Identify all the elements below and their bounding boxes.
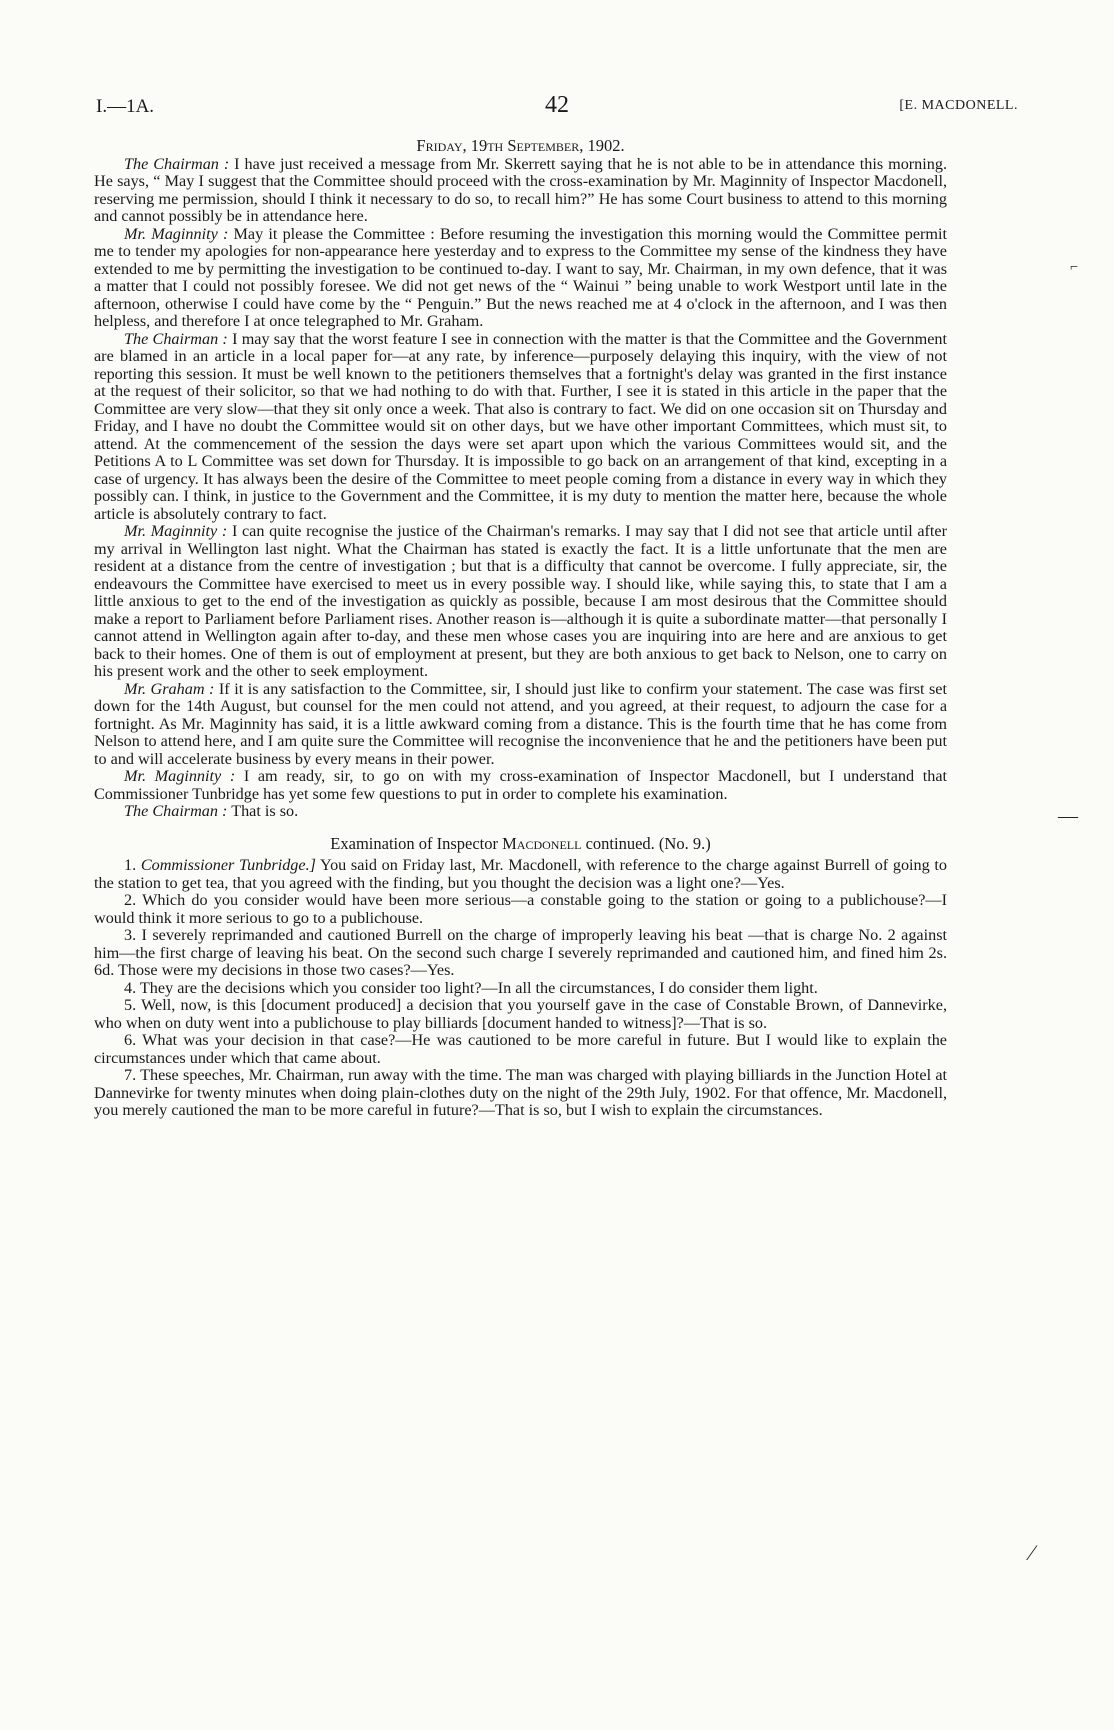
speaker-name: Mr. Maginnity :	[124, 224, 229, 243]
statement-paragraph	[94, 331, 947, 524]
question-text: What was your decision in that case?—He was cautioned to be more careful in future. But I would like to explain the circumstances under which that came about.	[94, 1031, 947, 1067]
question-number: 4.	[124, 978, 137, 997]
heading-prefix: Examination of Inspector	[330, 833, 498, 853]
statement-text: I have just received a message from Mr. Skerrett saying that he is not able to be in attendance this morning. He says, “ May I suggest that the Committee should proceed with the cross-examination by Mr. Maginnity of Inspector Macdonell, reserving me permission, should I think it necessary to do so, to recall him?” He has some Court business to attend to this morning and cannot possibly be in attendance here.	[94, 154, 948, 225]
statement-text: I may say that the worst feature I see in connection with the matter is that the Committee and the Government are blamed in an article in a local paper for—at any rate, by inference—purposely delaying this inquiry, with the view of not reporting this session. It must be well known to the petitioners themselves that a fortnight's delay was granted in the first instance at the request of their solicitor, so that we had nothing to do with that. Further, I see it is stated in this article in the paper that the Committee are very slow—that they sit only once a week. That also is contrary to fact. We did on one occasion sit on Thursday and Friday, and I have no doubt the Committee would sit on other days, but we have other important Committees, which must sit, to attend. At the commencement of the session the days were set apart upon which the various Committees would sit, and the Petitions A to L Committee was set down for Thursday. It is impossible to go back on an arrangement of that kind, excepting in a case of urgency. It has always been the desire of the Committee to meet people coming from a distance in every way in which they possibly can. I think, in justice to the Government and the Committee, it is my duty to mention the matter here, because the whole article is absolutely contrary to fact.	[94, 329, 948, 523]
statement-text: May it please the Committee : Before resuming the investigation this morning would the Committee permit me to tender my apologies for non-appearance here yesterday and to express to the Committee my sense of the kindness they have extended to me by permitting the investigation to be continued to-day. I want to say, Mr. Chairman, in my own defence, that it was a matter that I could not possibly foresee. We did not get news of the “ Wainui ” being unable to work Westport until late in the afternoon, otherwise I could have come by the “ Penguin.” But the news reached me at 4 o'clock in the afternoon, and I was then helpless, and therefore I at once telegraphed to Mr. Graham.	[94, 224, 948, 330]
statement-paragraph	[94, 523, 947, 681]
question-text: You said on Friday last, Mr. Macdonell, with reference to the charge against Burrell of going to the station to get tea, that you agreed with the finding, but you thought the decision was a light one?—Yes.	[94, 856, 947, 892]
witness-header: [E. MACDONELL.	[899, 98, 1018, 113]
margin-mark: ⌐	[1070, 260, 1078, 275]
minutes-body	[94, 137, 947, 1120]
question-paragraph	[94, 997, 947, 1032]
speaker-name: Mr. Maginnity :	[124, 767, 236, 785]
question-text: They are the decisions which you consider too light?—In all the circumstances, I do consider them light.	[139, 978, 818, 997]
speaker-name: Mr. Maginnity :	[124, 522, 228, 540]
speaker-name: The Chairman :	[124, 329, 228, 348]
statement-paragraph	[94, 681, 947, 769]
question-number: 2.	[124, 891, 137, 909]
question-text: Well, now, is this [document produced] a decision that you yourself gave in the case of Constable Brown, of Dannevirke, who when on duty went into a publichouse to play billiards [document handed to witness]?—That is so.	[94, 996, 947, 1032]
statement-paragraph	[94, 156, 947, 226]
statement-text: If it is any satisfaction to the Committee, sir, I should just like to confirm your statement. The case was first set down for the 14th August, but counsel for the men could not attend, and you agreed, at their request, to adjourn the case for a fortnight. As Mr. Maginnity has said, it is a little awkward coming from a distance. This is the fourth time that he has come from Nelson to attend here, and I am quite sure the Committee will recognise the inconvenience that he and the petitioners have been put to and will accelerate business by every means in their power.	[94, 679, 947, 768]
speaker-name: The Chairman :	[124, 154, 230, 173]
question-paragraph	[94, 980, 947, 998]
statement-text: That is so.	[231, 802, 299, 820]
examination-heading	[94, 835, 947, 853]
question-number: 5.	[124, 996, 137, 1014]
statement-text: I can quite recognise the justice of the Chairman's remarks. I may say that I did not see that article until after my arrival in Wellington last night. What the Chairman has stated is exactly the fact. It is a little unfortunate that the men are resident at a distance from the centre of investigation ; but that is a difficulty that cannot be overcome. I fully appreciate, sir, the endeavours the Committee have exercised to meet us in every possible way. I should like, while saying this, to state that I am a little anxious to get to the end of the investigation as quickly as possible, because I am most desirous that the Committee should make a report to Parliament before Parliament rises. Another reason is—although it is quite a subordinate matter—that personally I cannot attend in Wellington again after to-day, and these men whose cases you are inquiring into are here and are anxious to get back to their homes. One of them is out of employment at present, but they are both anxious to get back to Nelson, one to carry on his present work and the other to seek employment.	[94, 522, 947, 680]
margin-mark: —	[1058, 805, 1078, 827]
speaker-name: Mr. Graham :	[124, 679, 215, 698]
statement-paragraph	[94, 768, 947, 803]
question-paragraph	[94, 857, 947, 892]
witness-name: Macdonell	[502, 833, 582, 853]
question-text: Which do you consider would have been more serious—a constable going to the station or going to a publichouse?—I would think it more serious to go to a publichouse.	[94, 891, 947, 927]
heading-suffix: continued. (No. 9.)	[585, 833, 711, 853]
question-paragraph	[94, 1032, 947, 1067]
margin-mark: ⁄	[1030, 1540, 1034, 1565]
question-paragraph	[94, 1067, 947, 1120]
question-paragraph	[94, 927, 947, 980]
question-number: 6.	[124, 1031, 137, 1049]
page-header	[96, 92, 1018, 126]
statement-paragraph	[94, 803, 947, 821]
page-number: 42	[545, 92, 569, 118]
paper-reference: I.—1A.	[96, 96, 155, 117]
question-number: 1.	[124, 856, 137, 874]
question-text: These speeches, Mr. Chairman, run away with the time. The man was charged with playing billiards in the Junction Hotel at Dannevirke for twenty minutes when doing plain-clothes duty on the night of the 29th July, 1902. For that offence, Mr. Macdonell, you merely cautioned the man to be more careful in future?—That is so, but I wish to explain the circumstances.	[94, 1066, 947, 1119]
statement-text: I am ready, sir, to go on with my cross-examination of Inspector Macdonell, but I understand that Commissioner Tunbridge has yet some few questions to put in order to complete his examination.	[94, 767, 947, 803]
statement-paragraph	[94, 226, 947, 331]
speaker-name: The Chairman :	[124, 802, 228, 820]
question-text: I severely reprimanded and cautioned Burrell on the charge of improperly leaving his beat —that is charge No. 2 against him—the first charge of leaving his beat. On the second such charge I severely reprimanded and cautioned him, and fined him 2s. 6d. Those were my decisions in those two cases?—Yes.	[94, 926, 947, 979]
question-number: 3.	[124, 926, 137, 944]
speaker-name: Commissioner Tunbridge.]	[140, 856, 316, 874]
session-date: Friday, 19th September, 1902.	[416, 136, 625, 155]
question-paragraph	[94, 892, 947, 927]
question-number: 7.	[124, 1066, 137, 1084]
